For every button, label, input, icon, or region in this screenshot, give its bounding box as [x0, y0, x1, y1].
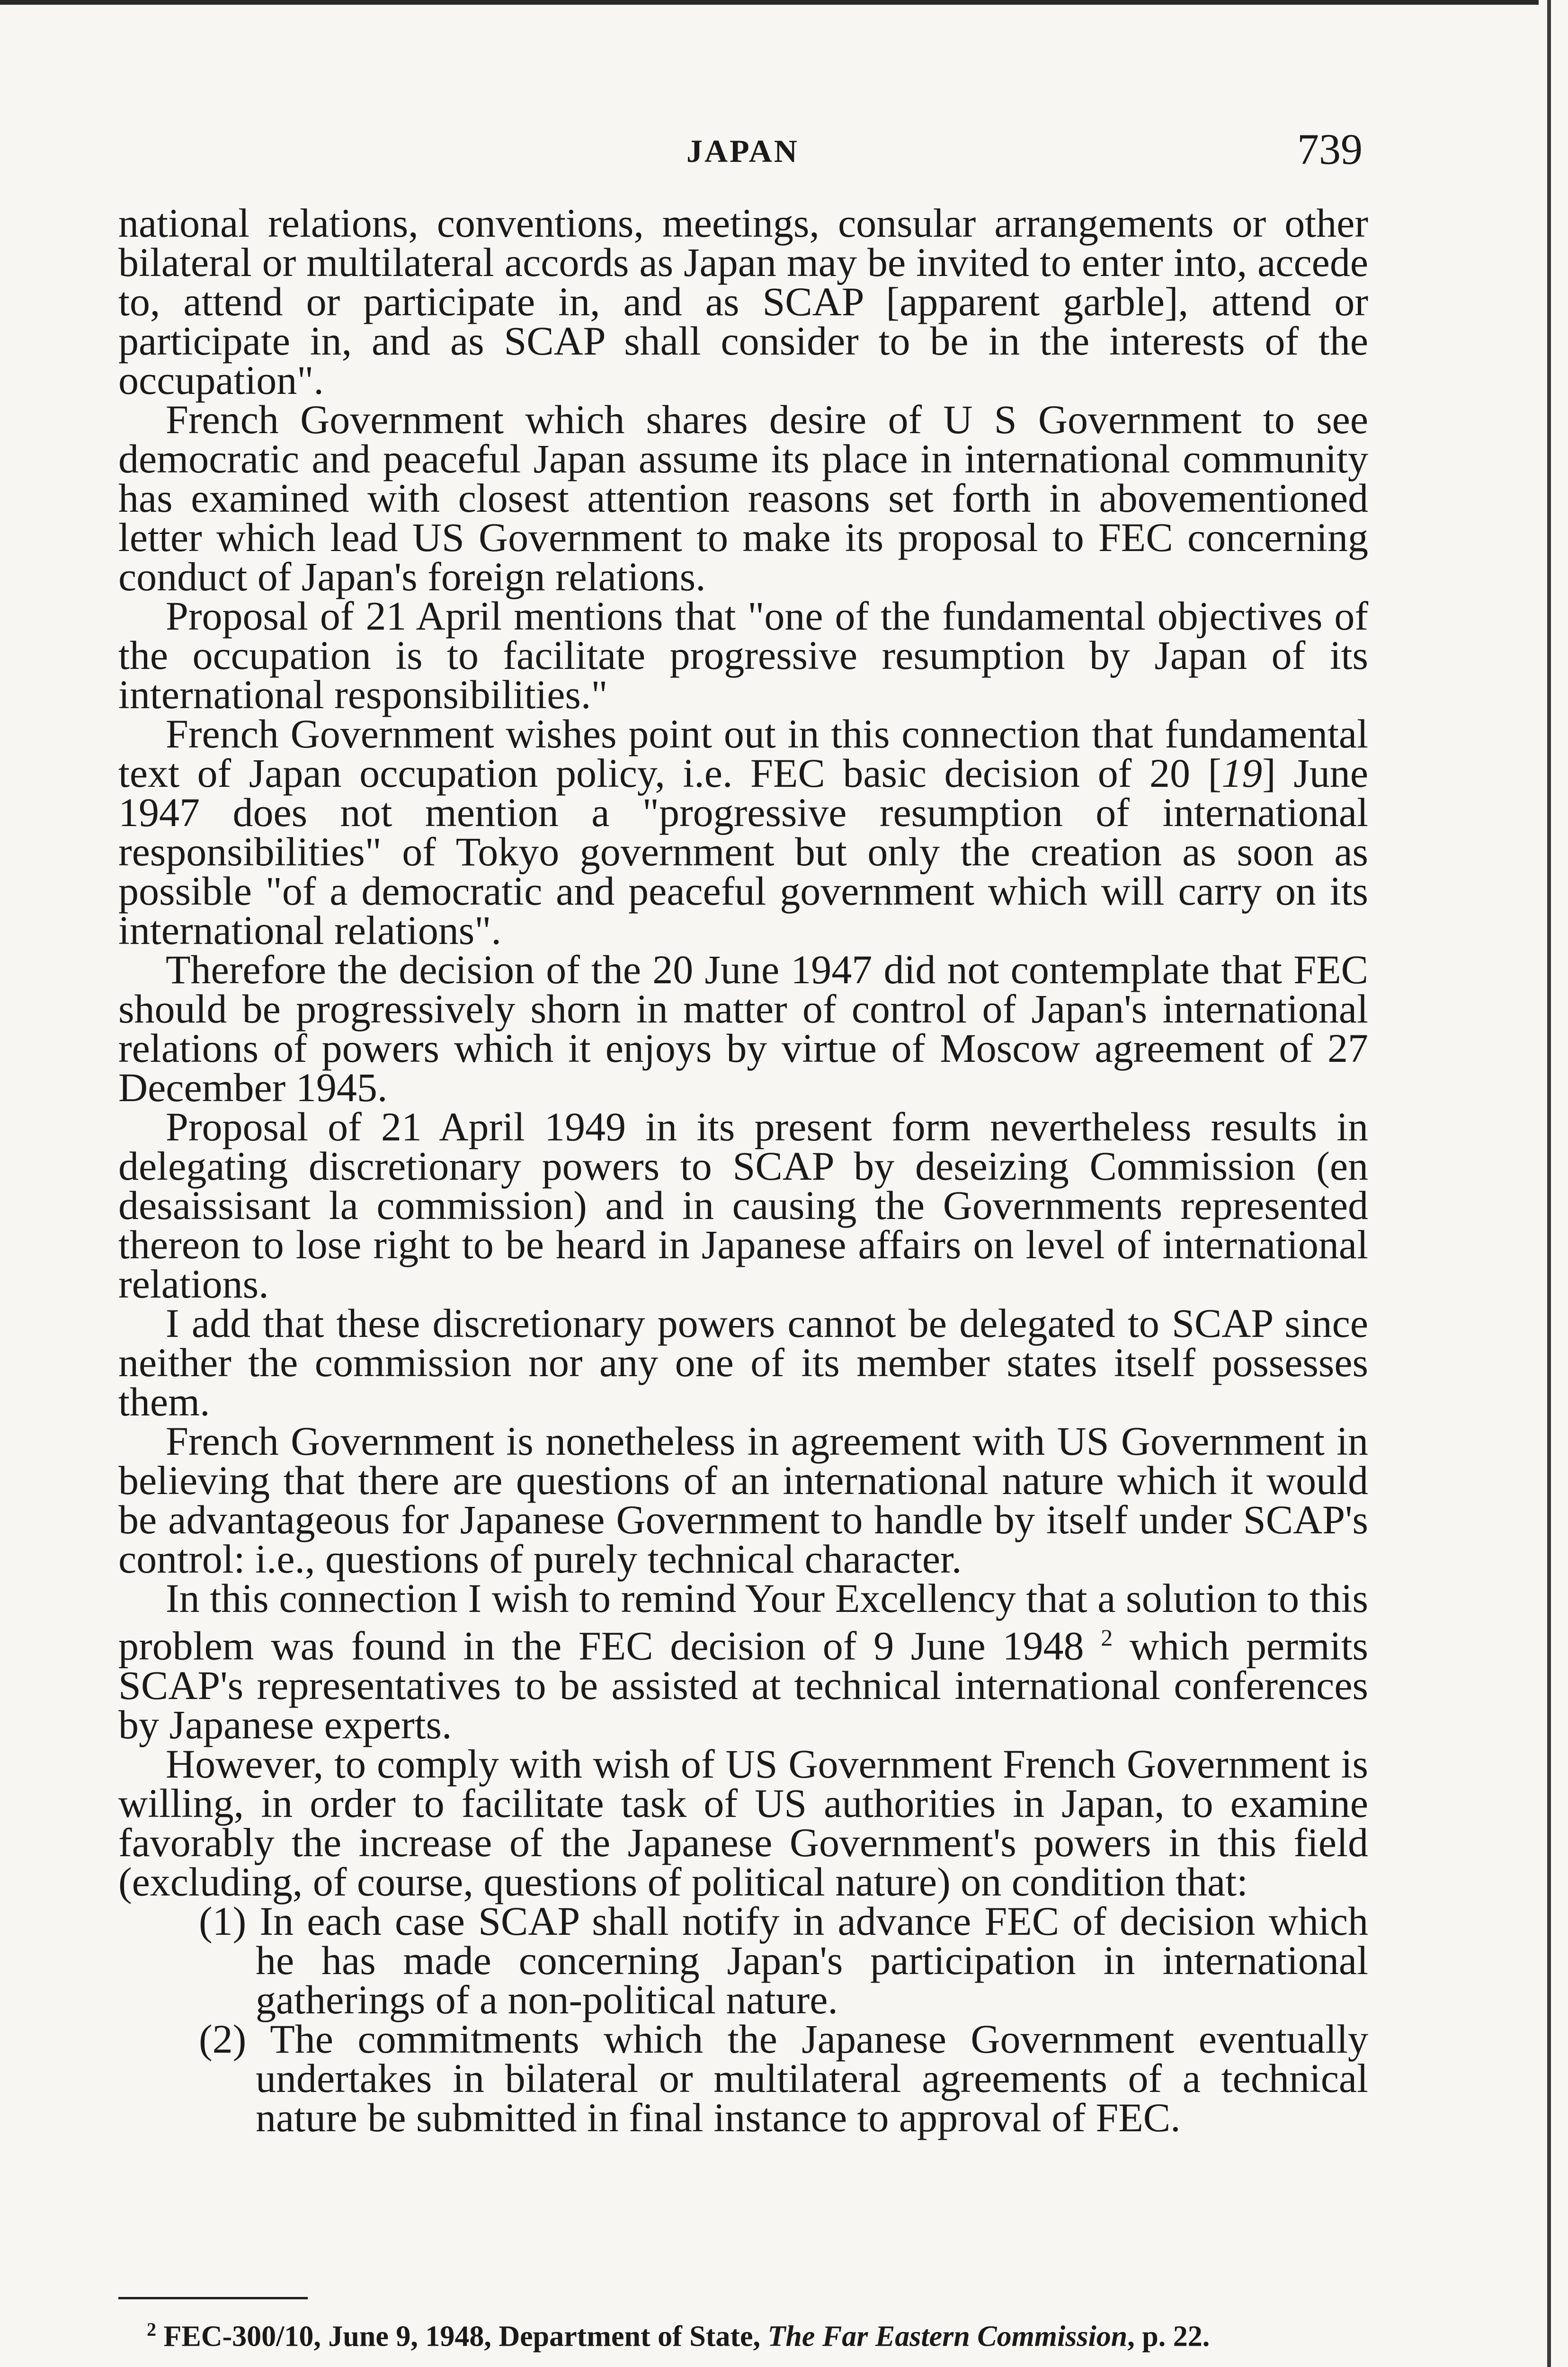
- footnote: [118, 2310, 1378, 2356]
- top-border: [0, 0, 1539, 5]
- paragraph-8-b: which permits SCAP's representatives to be assisted at technical international conferences by Japanese experts.: [118, 1623, 1368, 1747]
- running-head: JAPAN: [686, 133, 799, 169]
- footnote-marker: 2: [147, 2319, 156, 2340]
- paragraph-5: Proposal of 21 April 1949 in its present form nevertheless results in delegating discretionary powers to SCAP by deseizing Commission (en desaissisant la commission) and in causing the Governments represented thereon to lose right to be heard in Japanese affairs on level of international relations.: [118, 1104, 1368, 1307]
- page-header: [0, 124, 1568, 181]
- page-edge: [1547, 0, 1551, 2367]
- paragraph-8: [118, 1575, 1368, 1747]
- page-number: 739: [1297, 125, 1363, 173]
- footnote-divider: [118, 2297, 308, 2299]
- paragraph-3-b: ] June 1947 does not mention a "progressive resumption of international responsibilities" of Tokyo government but only the creation as soon as possible "of a democratic and peaceful government which will carry on its international relations".: [118, 750, 1368, 953]
- footnote-text-a: FEC-300/10, June 9, 1948, Department of State,: [156, 2320, 768, 2353]
- paragraph-2: Proposal of 21 April mentions that "one of the fundamental objectives of the occupation is to facilitate progressive resumption by Japan of its international responsibilities.": [118, 593, 1368, 717]
- paragraph-8-a: In this connection I wish to remind Your Excellency that a solution to this problem was found in the FEC decision of 9 June 1948: [118, 1575, 1368, 1669]
- body-text: [118, 200, 1368, 2140]
- condition-item-1: (1) In each case SCAP shall notify in advance FEC of decision which he has made concerning Japan's participation in international gatherings of a non-political nature.: [199, 1898, 1368, 2022]
- paragraph-4: Therefore the decision of the 20 June 1947 did not contemplate that FEC should be progressively shorn in matter of control of Japan's international relations of powers which it enjoys by virtue of Moscow agreement of 27 December 1945.: [118, 947, 1368, 1110]
- footnote-publication-title: The Far Eastern Commission: [767, 2320, 1128, 2353]
- footnote-reference: 2: [1101, 1624, 1113, 1651]
- paragraph-3-correction: 19: [1221, 750, 1263, 796]
- paragraph-9: However, to comply with wish of US Government French Government is willing, in order to facilitate task of US authorities in Japan, to examine favorably the increase of the Japanese Government's powers in this field (excluding, of course, questions of political nature) on condition that:: [118, 1741, 1368, 1904]
- condition-item-2: (2) The commitments which the Japanese Government eventually undertakes in bilateral or multilateral agreements of a technical nature be submitted in final instance to approval of FEC.: [199, 2016, 1368, 2140]
- footnote-text-b: , p. 22.: [1127, 2320, 1210, 2353]
- paragraph-1: French Government which shares desire of U S Government to see democratic and peaceful Japan assume its place in international community has examined with closest attention reasons set forth in abovementioned letter which lead US Government to make its proposal to FEC concerning conduct of Japan's foreign relations.: [118, 397, 1368, 599]
- paragraph-0: national relations, conventions, meetings, consular arrangements or other bilateral or multilateral accords as Japan may be invited to enter into, accede to, attend or participate in, and as SCAP [apparent garble], attend or participate in, and as SCAP shall consider to be in the interests of the occupation".: [118, 200, 1368, 403]
- paragraph-7: French Government is nonetheless in agreement with US Government in believing that there are questions of an international nature which it would be advantageous for Japanese Government to handle by itself under SCAP's control: i.e., questions of purely technical character.: [118, 1418, 1368, 1582]
- paragraph-3-a: French Government wishes point out in this connection that fundamental text of Japan occupation policy, i.e. FEC basic decision of 20 [: [118, 711, 1368, 796]
- paragraph-3: [118, 711, 1368, 953]
- paragraph-6: I add that these discretionary powers cannot be delegated to SCAP since neither the commission nor any one of its member states itself possesses them.: [118, 1300, 1368, 1424]
